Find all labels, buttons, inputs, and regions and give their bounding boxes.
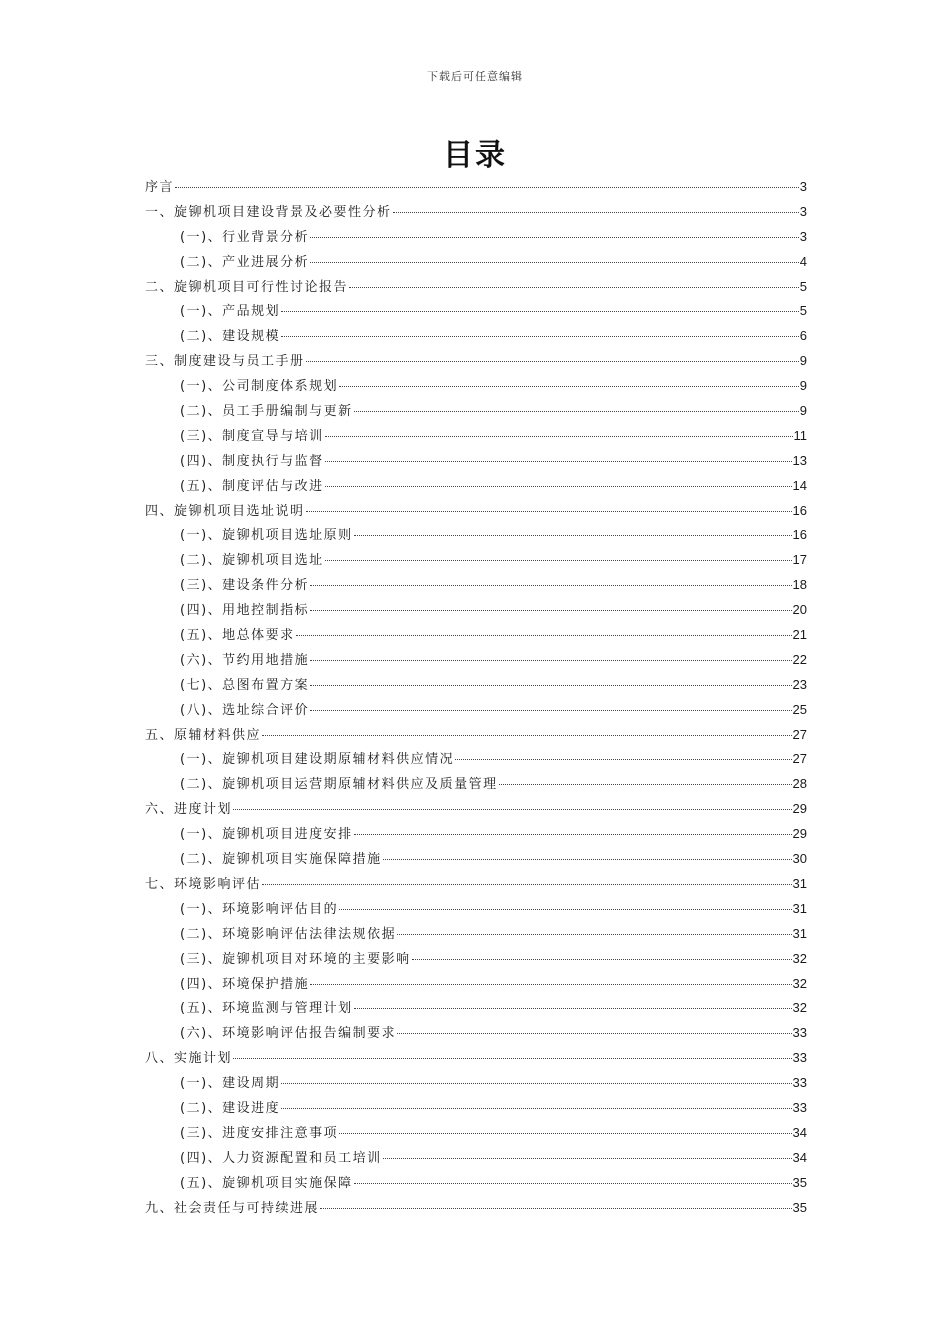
header-note: 下载后可任意编辑 [427,70,523,83]
toc-entry-page-number: 28 [792,776,807,792]
toc-entry-page-number: 27 [792,726,807,742]
toc-entry[interactable] [145,573,807,598]
toc-entry[interactable] [145,424,807,449]
toc-entry-label: (一)、公司制度体系规划 [180,379,339,395]
toc-entry-label: (五)、旋铆机项目实施保障 [180,1175,353,1191]
toc-entry-page-number: 25 [792,701,807,717]
toc-entry-label: (四)、制度执行与监督 [180,453,324,469]
toc-entry-label: 四、旋铆机项目选址说明 [145,503,305,519]
toc-entry[interactable] [145,723,807,748]
toc-entry-page-number: 20 [792,602,807,618]
toc-entry[interactable] [145,324,807,349]
toc-entry-label: 五、原辅材料供应 [145,727,262,743]
toc-dot-leader [310,685,791,686]
toc-entry-page-number: 31 [792,875,807,891]
toc-entry[interactable] [145,1171,807,1196]
toc-dot-leader [296,635,792,636]
toc-entry-page-number: 18 [792,577,807,593]
toc-dot-leader [325,486,792,487]
toc-title: 目录 [443,138,507,173]
toc-entry[interactable] [145,623,807,648]
toc-entry[interactable] [145,772,807,797]
toc-entry-page-number: 35 [792,1174,807,1190]
toc-entry-label: (三)、制度宣导与培训 [180,428,324,444]
toc-dot-leader [383,1158,792,1159]
toc-entry-label: (二)、建设进度 [180,1100,281,1116]
toc-entry-label: (一)、旋铆机项目选址原则 [180,528,353,544]
toc-entry-label: (四)、用地控制指标 [180,603,310,619]
toc-entry[interactable] [145,872,807,897]
toc-dot-leader [310,585,791,586]
toc-dot-leader [325,436,793,437]
toc-dot-leader [393,212,799,213]
toc-entry-page-number: 33 [792,1050,807,1066]
toc-entry[interactable] [145,1071,807,1096]
toc-entry[interactable] [145,200,807,225]
toc-entry[interactable] [145,349,807,374]
toc-entry-label: (二)、员工手册编制与更新 [180,404,353,420]
toc-entry-page-number: 30 [792,851,807,867]
toc-dot-leader [354,1183,792,1184]
toc-entry-page-number: 31 [792,900,807,916]
toc-dot-leader [320,1208,792,1209]
toc-entry[interactable] [145,1046,807,1071]
toc-entry-label: (七)、总图布置方案 [180,677,310,693]
toc-dot-leader [310,237,799,238]
toc-entry-label: (五)、制度评估与改进 [180,478,324,494]
toc-dot-leader [354,1008,792,1009]
toc-entry[interactable] [145,225,807,250]
toc-dot-leader [339,1133,791,1134]
toc-entry[interactable] [145,996,807,1021]
toc-entry[interactable] [145,1121,807,1146]
toc-entry-page-number: 31 [792,925,807,941]
toc-entry-label: 八、实施计划 [145,1051,233,1067]
toc-entry[interactable] [145,1021,807,1046]
toc-entry-label: (二)、建设规模 [180,329,281,345]
toc-dot-leader [354,535,792,536]
toc-entry-page-number: 29 [792,826,807,842]
table-of-contents [145,175,807,1220]
toc-entry-label: (一)、旋铆机项目进度安排 [180,827,353,843]
toc-entry-page-number: 27 [792,751,807,767]
toc-entry[interactable] [145,449,807,474]
toc-dot-leader [233,1058,792,1059]
toc-entry-label: (一)、行业背景分析 [180,229,310,245]
toc-dot-leader [233,809,792,810]
toc-entry-label: 九、社会责任与可持续进展 [145,1200,320,1216]
toc-entry-label: 七、环境影响评估 [145,876,262,892]
toc-entry-label: (四)、环境保护措施 [180,976,310,992]
toc-entry-label: 三、制度建设与员工手册 [145,354,305,370]
toc-entry-label: 六、进度计划 [145,802,233,818]
toc-entry-page-number: 33 [792,1025,807,1041]
toc-entry-page-number: 4 [799,253,807,269]
toc-entry-label: (二)、环境影响评估法律法规依据 [180,926,397,942]
toc-dot-leader [455,759,791,760]
toc-entry-label: (一)、建设周期 [180,1076,281,1092]
toc-entry-label: (三)、建设条件分析 [180,578,310,594]
toc-entry-page-number: 9 [799,403,807,419]
toc-entry-label: (三)、旋铆机项目对环境的主要影响 [180,951,411,967]
toc-entry-label: 二、旋铆机项目可行性讨论报告 [145,279,349,295]
toc-entry[interactable] [145,374,807,399]
toc-entry[interactable] [145,598,807,623]
toc-dot-leader [325,461,792,462]
toc-dot-leader [397,1033,791,1034]
toc-entry-page-number: 35 [792,1199,807,1215]
toc-entry-label: (一)、环境影响评估目的 [180,901,339,917]
toc-entry-page-number: 11 [793,427,807,443]
toc-entry-page-number: 33 [792,1099,807,1115]
toc-entry-page-number: 14 [792,477,807,493]
toc-entry-label: 一、旋铆机项目建设背景及必要性分析 [145,204,392,220]
toc-entry-page-number: 6 [799,328,807,344]
toc-entry-page-number: 3 [799,203,807,219]
toc-entry[interactable] [145,747,807,772]
toc-dot-leader [175,187,799,188]
toc-dot-leader [310,610,791,611]
toc-entry[interactable] [145,847,807,872]
toc-entry[interactable] [145,250,807,275]
toc-entry-page-number: 16 [792,502,807,518]
toc-dot-leader [262,735,792,736]
toc-entry-page-number: 16 [792,527,807,543]
toc-entry[interactable] [145,1096,807,1121]
toc-dot-leader [325,560,792,561]
toc-dot-leader [262,884,792,885]
toc-dot-leader [339,386,799,387]
toc-dot-leader [281,311,799,312]
toc-entry[interactable] [145,922,807,947]
toc-dot-leader [310,984,791,985]
toc-dot-leader [397,934,791,935]
toc-entry-label: (一)、产品规划 [180,304,281,320]
toc-dot-leader [281,1083,791,1084]
toc-entry-label: 序言 [145,180,175,195]
toc-dot-leader [306,511,792,512]
toc-entry-page-number: 34 [792,1149,807,1165]
toc-entry-label: (三)、进度安排注意事项 [180,1125,339,1141]
toc-dot-leader [310,710,791,711]
toc-entry-label: (五)、地总体要求 [180,628,295,644]
toc-entry[interactable] [145,399,807,424]
toc-entry[interactable] [145,822,807,847]
toc-entry[interactable] [145,897,807,922]
toc-entry[interactable] [145,797,807,822]
toc-entry-page-number: 13 [792,452,807,468]
toc-dot-leader [383,859,792,860]
toc-entry[interactable] [145,175,807,200]
toc-entry-label: (二)、产业进展分析 [180,254,310,270]
toc-entry-page-number: 22 [792,651,807,667]
toc-entry-page-number: 34 [792,1124,807,1140]
toc-entry-label: (二)、旋铆机项目选址 [180,553,324,569]
toc-entry[interactable] [145,299,807,324]
toc-entry[interactable] [145,698,807,723]
toc-entry[interactable] [145,972,807,997]
toc-dot-leader [354,411,799,412]
toc-dot-leader [281,1108,791,1109]
toc-dot-leader [339,909,791,910]
toc-dot-leader [306,361,799,362]
toc-entry[interactable] [145,947,807,972]
toc-entry-page-number: 33 [792,1075,807,1091]
toc-entry[interactable] [145,648,807,673]
toc-entry[interactable] [145,474,807,499]
toc-entry-page-number: 29 [792,801,807,817]
toc-entry-label: (六)、节约用地措施 [180,652,310,668]
toc-entry-page-number: 3 [799,179,807,194]
toc-entry-label: (八)、选址综合评价 [180,702,310,718]
toc-dot-leader [310,660,791,661]
toc-dot-leader [499,784,792,785]
toc-entry[interactable] [145,548,807,573]
toc-entry[interactable] [145,523,807,548]
toc-entry[interactable] [145,673,807,698]
toc-entry[interactable] [145,1196,807,1221]
toc-entry-page-number: 5 [799,303,807,319]
toc-entry-page-number: 3 [799,228,807,244]
toc-entry-label: (二)、旋铆机项目运营期原辅材料供应及质量管理 [180,777,498,793]
toc-entry-label: (六)、环境影响评估报告编制要求 [180,1026,397,1042]
toc-entry-page-number: 9 [799,353,807,369]
toc-entry-page-number: 17 [792,552,807,568]
toc-dot-leader [354,834,792,835]
toc-entry-page-number: 23 [792,676,807,692]
toc-entry-label: (五)、环境监测与管理计划 [180,1001,353,1017]
toc-entry-label: (二)、旋铆机项目实施保障措施 [180,852,382,868]
toc-entry[interactable] [145,1146,807,1171]
toc-dot-leader [412,959,792,960]
toc-entry[interactable] [145,499,807,524]
toc-dot-leader [349,287,799,288]
toc-entry[interactable] [145,275,807,300]
toc-entry-label: (四)、人力资源配置和员工培训 [180,1150,382,1166]
toc-entry-page-number: 5 [799,278,807,294]
toc-entry-page-number: 21 [792,627,807,643]
toc-entry-page-number: 32 [792,975,807,991]
toc-entry-page-number: 32 [792,1000,807,1016]
toc-entry-page-number: 9 [799,378,807,394]
toc-dot-leader [310,262,799,263]
toc-entry-label: (一)、旋铆机项目建设期原辅材料供应情况 [180,752,455,768]
toc-entry-page-number: 32 [792,950,807,966]
toc-dot-leader [281,336,799,337]
